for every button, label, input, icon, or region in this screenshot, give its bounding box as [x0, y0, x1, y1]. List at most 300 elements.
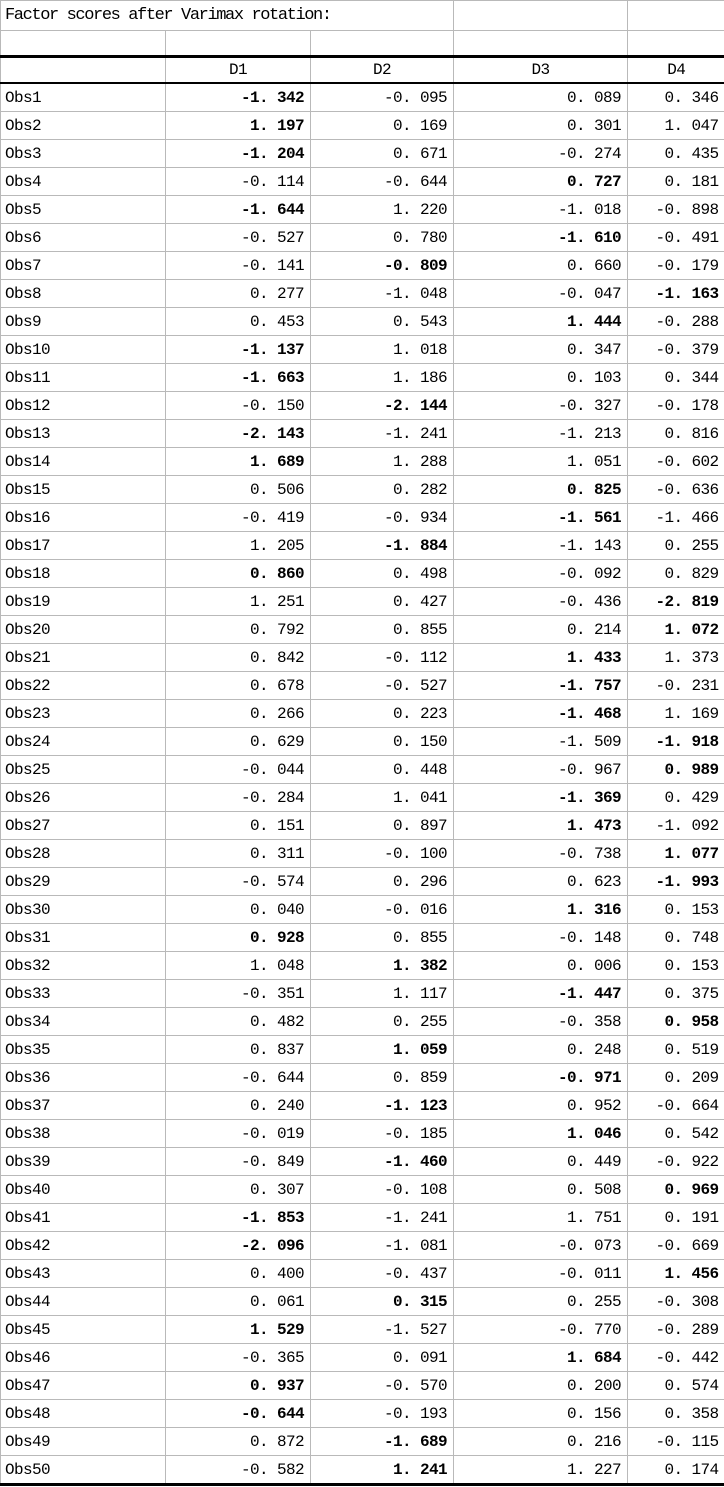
score-cell-d2[interactable]: 0. 169 [311, 112, 454, 140]
score-cell-d4[interactable]: -0. 289 [628, 1316, 724, 1344]
table-row [1, 252, 724, 280]
column-header-d1[interactable]: D1 [166, 57, 311, 84]
table-row [1, 756, 724, 784]
table-row [1, 868, 724, 896]
score-cell-d3[interactable]: 0. 156 [454, 1400, 628, 1428]
row-label[interactable]: Obs47 [1, 1372, 166, 1400]
row-label[interactable]: Obs12 [1, 392, 166, 420]
score-cell-d4[interactable]: 0. 209 [628, 1064, 724, 1092]
score-cell-d2[interactable]: -1. 048 [311, 280, 454, 308]
score-cell-d1[interactable]: 1. 529 [166, 1316, 311, 1344]
score-cell-d4[interactable]: 0. 153 [628, 952, 724, 980]
score-cell-d2[interactable]: 0. 543 [311, 308, 454, 336]
row-label[interactable]: Obs34 [1, 1008, 166, 1036]
table-row [1, 336, 724, 364]
score-cell-d4[interactable]: 0. 519 [628, 1036, 724, 1064]
score-cell-d2[interactable]: 0. 859 [311, 1064, 454, 1092]
score-cell-d4[interactable]: 0. 969 [628, 1176, 724, 1204]
score-cell-d3[interactable]: 0. 103 [454, 364, 628, 392]
row-label[interactable]: Obs31 [1, 924, 166, 952]
empty-cell[interactable] [1, 31, 166, 57]
score-cell-d1[interactable]: -1. 342 [166, 83, 311, 112]
score-cell-d2[interactable]: -0. 095 [311, 83, 454, 112]
score-cell-d3[interactable]: -0. 274 [454, 140, 628, 168]
score-cell-d1[interactable]: -0. 365 [166, 1344, 311, 1372]
score-cell-d1[interactable]: 1. 205 [166, 532, 311, 560]
score-cell-d1[interactable]: -1. 644 [166, 196, 311, 224]
row-label[interactable]: Obs30 [1, 896, 166, 924]
score-cell-d4[interactable]: 0. 375 [628, 980, 724, 1008]
score-cell-d1[interactable]: 1. 251 [166, 588, 311, 616]
score-cell-d4[interactable]: 0. 191 [628, 1204, 724, 1232]
score-cell-d4[interactable]: -1. 993 [628, 868, 724, 896]
score-cell-d4[interactable]: -0. 636 [628, 476, 724, 504]
score-cell-d4[interactable]: 0. 181 [628, 168, 724, 196]
score-cell-d1[interactable]: -0. 141 [166, 252, 311, 280]
score-cell-d2[interactable]: 1. 288 [311, 448, 454, 476]
score-cell-d2[interactable]: 1. 059 [311, 1036, 454, 1064]
score-cell-d3[interactable]: 0. 952 [454, 1092, 628, 1120]
score-cell-d2[interactable]: 0. 091 [311, 1344, 454, 1372]
score-cell-d4[interactable]: 0. 829 [628, 560, 724, 588]
score-cell-d1[interactable]: -0. 419 [166, 504, 311, 532]
score-cell-d1[interactable]: 0. 307 [166, 1176, 311, 1204]
score-cell-d1[interactable]: 0. 506 [166, 476, 311, 504]
score-cell-d2[interactable]: 0. 498 [311, 560, 454, 588]
row-label[interactable]: Obs5 [1, 196, 166, 224]
row-label[interactable]: Obs25 [1, 756, 166, 784]
table-row [1, 896, 724, 924]
score-cell-d1[interactable]: 0. 937 [166, 1372, 311, 1400]
score-cell-d3[interactable]: -1. 561 [454, 504, 628, 532]
score-cell-d3[interactable]: 0. 623 [454, 868, 628, 896]
score-cell-d1[interactable]: -0. 019 [166, 1120, 311, 1148]
row-label[interactable]: Obs41 [1, 1204, 166, 1232]
score-cell-d3[interactable]: 0. 347 [454, 336, 628, 364]
table-row [1, 1148, 724, 1176]
row-label[interactable]: Obs24 [1, 728, 166, 756]
score-cell-d1[interactable]: 0. 040 [166, 896, 311, 924]
row-label[interactable]: Obs33 [1, 980, 166, 1008]
score-cell-d3[interactable]: 0. 660 [454, 252, 628, 280]
score-cell-d1[interactable]: -0. 044 [166, 756, 311, 784]
score-cell-d2[interactable]: 0. 282 [311, 476, 454, 504]
table-row [1, 1176, 724, 1204]
table-row [1, 1092, 724, 1120]
score-cell-d2[interactable]: 1. 041 [311, 784, 454, 812]
score-cell-d1[interactable]: -1. 853 [166, 1204, 311, 1232]
score-cell-d1[interactable]: 0. 792 [166, 616, 311, 644]
score-cell-d4[interactable]: -0. 288 [628, 308, 724, 336]
score-cell-d4[interactable]: 0. 574 [628, 1372, 724, 1400]
score-cell-d3[interactable]: 1. 751 [454, 1204, 628, 1232]
row-label[interactable]: Obs10 [1, 336, 166, 364]
score-cell-d2[interactable]: 0. 150 [311, 728, 454, 756]
score-cell-d3[interactable]: -0. 738 [454, 840, 628, 868]
score-cell-d3[interactable]: 1. 684 [454, 1344, 628, 1372]
row-label[interactable]: Obs43 [1, 1260, 166, 1288]
score-cell-d3[interactable]: 0. 006 [454, 952, 628, 980]
score-cell-d3[interactable]: 1. 227 [454, 1456, 628, 1485]
row-label[interactable]: Obs23 [1, 700, 166, 728]
score-cell-d3[interactable]: -1. 143 [454, 532, 628, 560]
score-cell-d3[interactable]: 0. 301 [454, 112, 628, 140]
score-cell-d1[interactable]: 0. 277 [166, 280, 311, 308]
row-label[interactable]: Obs29 [1, 868, 166, 896]
score-cell-d2[interactable]: -0. 185 [311, 1120, 454, 1148]
table-row [1, 308, 724, 336]
empty-cell[interactable] [454, 31, 628, 57]
row-label[interactable]: Obs28 [1, 840, 166, 868]
score-cell-d4[interactable]: 1. 077 [628, 840, 724, 868]
score-cell-d4[interactable]: -0. 898 [628, 196, 724, 224]
score-cell-d1[interactable]: -1. 663 [166, 364, 311, 392]
table-row [1, 1260, 724, 1288]
score-cell-d1[interactable]: -0. 849 [166, 1148, 311, 1176]
row-label[interactable]: Obs15 [1, 476, 166, 504]
table-row [1, 1316, 724, 1344]
score-cell-d2[interactable]: 0. 897 [311, 812, 454, 840]
row-label[interactable]: Obs32 [1, 952, 166, 980]
empty-cell[interactable] [454, 1, 628, 31]
score-cell-d2[interactable]: -0. 100 [311, 840, 454, 868]
score-cell-d4[interactable]: -1. 466 [628, 504, 724, 532]
table-row [1, 980, 724, 1008]
row-label[interactable]: Obs13 [1, 420, 166, 448]
row-label[interactable]: Obs48 [1, 1400, 166, 1428]
table-row [1, 784, 724, 812]
table-row [1, 644, 724, 672]
score-cell-d1[interactable]: 1. 048 [166, 952, 311, 980]
score-cell-d3[interactable]: 1. 051 [454, 448, 628, 476]
score-cell-d2[interactable]: 1. 018 [311, 336, 454, 364]
score-cell-d1[interactable]: 0. 400 [166, 1260, 311, 1288]
spacer-row [1, 31, 724, 57]
table-title[interactable]: Factor scores after Varimax rotation: [1, 1, 454, 31]
score-cell-d4[interactable]: 0. 989 [628, 756, 724, 784]
score-cell-d4[interactable]: 0. 542 [628, 1120, 724, 1148]
empty-cell[interactable] [628, 1, 724, 31]
score-cell-d3[interactable]: -0. 770 [454, 1316, 628, 1344]
table-row [1, 1120, 724, 1148]
score-cell-d1[interactable]: 0. 240 [166, 1092, 311, 1120]
row-label[interactable]: Obs4 [1, 168, 166, 196]
score-cell-d2[interactable]: 1. 117 [311, 980, 454, 1008]
score-cell-d4[interactable]: -0. 178 [628, 392, 724, 420]
score-cell-d4[interactable]: -0. 308 [628, 1288, 724, 1316]
score-cell-d4[interactable]: -1. 092 [628, 812, 724, 840]
score-cell-d1[interactable]: 0. 872 [166, 1428, 311, 1456]
score-cell-d3[interactable]: -0. 047 [454, 280, 628, 308]
score-cell-d3[interactable]: 0. 089 [454, 83, 628, 112]
score-cell-d3[interactable]: -0. 436 [454, 588, 628, 616]
score-cell-d4[interactable]: 0. 344 [628, 364, 724, 392]
row-label[interactable]: Obs38 [1, 1120, 166, 1148]
score-cell-d2[interactable]: -1. 460 [311, 1148, 454, 1176]
score-cell-d4[interactable]: -1. 163 [628, 280, 724, 308]
score-cell-d4[interactable]: -0. 491 [628, 224, 724, 252]
score-cell-d4[interactable]: 0. 748 [628, 924, 724, 952]
corner-header-cell[interactable] [1, 57, 166, 84]
score-cell-d3[interactable]: -0. 011 [454, 1260, 628, 1288]
row-label[interactable]: Obs27 [1, 812, 166, 840]
row-label[interactable]: Obs35 [1, 1036, 166, 1064]
table-row [1, 392, 724, 420]
score-cell-d3[interactable]: 0. 825 [454, 476, 628, 504]
score-cell-d2[interactable]: -0. 527 [311, 672, 454, 700]
row-label[interactable]: Obs11 [1, 364, 166, 392]
score-cell-d1[interactable]: -0. 644 [166, 1400, 311, 1428]
score-cell-d3[interactable]: -0. 327 [454, 392, 628, 420]
score-cell-d2[interactable]: 0. 315 [311, 1288, 454, 1316]
score-cell-d3[interactable]: 0. 508 [454, 1176, 628, 1204]
table-row [1, 1064, 724, 1092]
row-label[interactable]: Obs39 [1, 1148, 166, 1176]
score-cell-d4[interactable]: -0. 602 [628, 448, 724, 476]
row-label[interactable]: Obs50 [1, 1456, 166, 1485]
row-label[interactable]: Obs21 [1, 644, 166, 672]
row-label[interactable]: Obs22 [1, 672, 166, 700]
score-cell-d3[interactable]: -1. 213 [454, 420, 628, 448]
score-cell-d2[interactable]: 0. 855 [311, 924, 454, 952]
row-label[interactable]: Obs37 [1, 1092, 166, 1120]
empty-cell[interactable] [311, 31, 454, 57]
row-label[interactable]: Obs18 [1, 560, 166, 588]
table-row [1, 812, 724, 840]
score-cell-d3[interactable]: -0. 092 [454, 560, 628, 588]
score-cell-d3[interactable]: 1. 473 [454, 812, 628, 840]
score-cell-d1[interactable]: 0. 678 [166, 672, 311, 700]
score-cell-d4[interactable]: -0. 669 [628, 1232, 724, 1260]
score-cell-d2[interactable]: 0. 671 [311, 140, 454, 168]
score-cell-d1[interactable]: -0. 527 [166, 224, 311, 252]
score-cell-d1[interactable]: 0. 928 [166, 924, 311, 952]
row-label[interactable]: Obs45 [1, 1316, 166, 1344]
score-cell-d3[interactable]: -1. 369 [454, 784, 628, 812]
score-cell-d4[interactable]: 0. 153 [628, 896, 724, 924]
score-cell-d3[interactable]: -0. 148 [454, 924, 628, 952]
row-label[interactable]: Obs40 [1, 1176, 166, 1204]
row-label[interactable]: Obs44 [1, 1288, 166, 1316]
score-cell-d1[interactable]: 0. 151 [166, 812, 311, 840]
score-cell-d4[interactable]: -0. 115 [628, 1428, 724, 1456]
row-label[interactable]: Obs17 [1, 532, 166, 560]
score-cell-d4[interactable]: 1. 169 [628, 700, 724, 728]
score-cell-d1[interactable]: -2. 143 [166, 420, 311, 448]
score-cell-d3[interactable]: -1. 610 [454, 224, 628, 252]
row-label[interactable]: Obs8 [1, 280, 166, 308]
score-cell-d3[interactable]: 1. 444 [454, 308, 628, 336]
score-cell-d1[interactable]: 0. 482 [166, 1008, 311, 1036]
score-cell-d4[interactable]: -0. 442 [628, 1344, 724, 1372]
score-cell-d1[interactable]: -0. 150 [166, 392, 311, 420]
table-row [1, 504, 724, 532]
score-cell-d1[interactable]: 0. 311 [166, 840, 311, 868]
title-row [1, 1, 724, 31]
score-cell-d3[interactable]: 1. 046 [454, 1120, 628, 1148]
score-cell-d2[interactable]: 1. 186 [311, 364, 454, 392]
row-label[interactable]: Obs16 [1, 504, 166, 532]
score-cell-d3[interactable]: -0. 073 [454, 1232, 628, 1260]
score-cell-d2[interactable]: 0. 255 [311, 1008, 454, 1036]
row-label[interactable]: Obs9 [1, 308, 166, 336]
row-label[interactable]: Obs42 [1, 1232, 166, 1260]
score-cell-d1[interactable]: 0. 629 [166, 728, 311, 756]
score-cell-d3[interactable]: 1. 316 [454, 896, 628, 924]
table-row [1, 840, 724, 868]
score-cell-d3[interactable]: 0. 200 [454, 1372, 628, 1400]
score-cell-d2[interactable]: 0. 223 [311, 700, 454, 728]
score-cell-d1[interactable]: -1. 204 [166, 140, 311, 168]
score-cell-d3[interactable]: -0. 358 [454, 1008, 628, 1036]
score-cell-d1[interactable]: 0. 453 [166, 308, 311, 336]
score-cell-d1[interactable]: -0. 582 [166, 1456, 311, 1485]
column-header-d3[interactable]: D3 [454, 57, 628, 84]
score-cell-d2[interactable]: -1. 527 [311, 1316, 454, 1344]
empty-cell[interactable] [166, 31, 311, 57]
score-cell-d1[interactable]: 0. 061 [166, 1288, 311, 1316]
score-cell-d4[interactable]: 0. 358 [628, 1400, 724, 1428]
score-cell-d2[interactable]: -0. 112 [311, 644, 454, 672]
score-cell-d3[interactable]: 0. 214 [454, 616, 628, 644]
table-row [1, 112, 724, 140]
score-cell-d1[interactable]: 0. 837 [166, 1036, 311, 1064]
score-cell-d3[interactable]: -1. 757 [454, 672, 628, 700]
row-label[interactable]: Obs49 [1, 1428, 166, 1456]
score-cell-d1[interactable]: -0. 114 [166, 168, 311, 196]
row-label[interactable]: Obs1 [1, 83, 166, 112]
table-row [1, 560, 724, 588]
table-row [1, 924, 724, 952]
score-cell-d3[interactable]: 0. 248 [454, 1036, 628, 1064]
score-cell-d3[interactable]: 0. 449 [454, 1148, 628, 1176]
score-cell-d2[interactable]: -0. 644 [311, 168, 454, 196]
table-row [1, 83, 724, 112]
table-row [1, 280, 724, 308]
score-cell-d1[interactable]: 0. 860 [166, 560, 311, 588]
row-label[interactable]: Obs7 [1, 252, 166, 280]
score-cell-d1[interactable]: 1. 197 [166, 112, 311, 140]
score-cell-d4[interactable]: 0. 816 [628, 420, 724, 448]
row-label[interactable]: Obs19 [1, 588, 166, 616]
score-cell-d3[interactable]: 0. 727 [454, 168, 628, 196]
score-cell-d1[interactable]: -2. 096 [166, 1232, 311, 1260]
score-cell-d3[interactable]: -0. 971 [454, 1064, 628, 1092]
row-label[interactable]: Obs6 [1, 224, 166, 252]
table-row [1, 448, 724, 476]
score-cell-d4[interactable]: 1. 047 [628, 112, 724, 140]
score-cell-d2[interactable]: 0. 855 [311, 616, 454, 644]
table-row [1, 364, 724, 392]
score-cell-d2[interactable]: 0. 296 [311, 868, 454, 896]
score-cell-d2[interactable]: -2. 144 [311, 392, 454, 420]
score-cell-d3[interactable]: -1. 447 [454, 980, 628, 1008]
score-cell-d4[interactable]: 0. 435 [628, 140, 724, 168]
empty-cell[interactable] [628, 31, 724, 57]
table-row [1, 224, 724, 252]
score-cell-d1[interactable]: -0. 644 [166, 1064, 311, 1092]
row-label[interactable]: Obs14 [1, 448, 166, 476]
score-cell-d2[interactable]: -1. 884 [311, 532, 454, 560]
score-cell-d4[interactable]: 0. 346 [628, 83, 724, 112]
score-cell-d2[interactable]: 0. 427 [311, 588, 454, 616]
row-label[interactable]: Obs46 [1, 1344, 166, 1372]
score-cell-d4[interactable]: 0. 429 [628, 784, 724, 812]
row-label[interactable]: Obs3 [1, 140, 166, 168]
score-cell-d3[interactable]: -1. 018 [454, 196, 628, 224]
score-cell-d1[interactable]: -0. 284 [166, 784, 311, 812]
score-cell-d2[interactable]: 1. 382 [311, 952, 454, 980]
row-label[interactable]: Obs2 [1, 112, 166, 140]
score-cell-d4[interactable]: -0. 379 [628, 336, 724, 364]
score-cell-d2[interactable]: 0. 448 [311, 756, 454, 784]
score-cell-d2[interactable]: -1. 123 [311, 1092, 454, 1120]
score-cell-d1[interactable]: -0. 574 [166, 868, 311, 896]
score-cell-d4[interactable]: 0. 958 [628, 1008, 724, 1036]
row-label[interactable]: Obs20 [1, 616, 166, 644]
score-cell-d2[interactable]: -1. 081 [311, 1232, 454, 1260]
score-cell-d2[interactable]: -1. 241 [311, 1204, 454, 1232]
table-row [1, 700, 724, 728]
score-cell-d2[interactable]: -1. 689 [311, 1428, 454, 1456]
score-cell-d4[interactable]: -1. 918 [628, 728, 724, 756]
row-label[interactable]: Obs36 [1, 1064, 166, 1092]
score-cell-d2[interactable]: -1. 241 [311, 420, 454, 448]
score-cell-d4[interactable]: -0. 231 [628, 672, 724, 700]
score-cell-d2[interactable]: -0. 193 [311, 1400, 454, 1428]
score-cell-d2[interactable]: -0. 437 [311, 1260, 454, 1288]
table-row [1, 196, 724, 224]
score-cell-d3[interactable]: 0. 216 [454, 1428, 628, 1456]
score-cell-d4[interactable]: -0. 922 [628, 1148, 724, 1176]
score-cell-d4[interactable]: 1. 456 [628, 1260, 724, 1288]
score-cell-d1[interactable]: -1. 137 [166, 336, 311, 364]
score-cell-d3[interactable]: 0. 255 [454, 1288, 628, 1316]
column-header-d2[interactable]: D2 [311, 57, 454, 84]
score-cell-d4[interactable]: -0. 664 [628, 1092, 724, 1120]
score-cell-d2[interactable]: -0. 570 [311, 1372, 454, 1400]
score-cell-d2[interactable]: -0. 108 [311, 1176, 454, 1204]
score-cell-d2[interactable]: -0. 934 [311, 504, 454, 532]
column-header-d4[interactable]: D4 [628, 57, 724, 84]
score-cell-d2[interactable]: 1. 220 [311, 196, 454, 224]
table-row [1, 588, 724, 616]
table-row [1, 476, 724, 504]
score-cell-d4[interactable]: 1. 373 [628, 644, 724, 672]
score-cell-d4[interactable]: 0. 255 [628, 532, 724, 560]
table-row [1, 1288, 724, 1316]
score-cell-d4[interactable]: -2. 819 [628, 588, 724, 616]
score-cell-d2[interactable]: 0. 780 [311, 224, 454, 252]
score-cell-d4[interactable]: 1. 072 [628, 616, 724, 644]
score-cell-d3[interactable]: -0. 967 [454, 756, 628, 784]
score-cell-d1[interactable]: 0. 842 [166, 644, 311, 672]
score-cell-d2[interactable]: -0. 016 [311, 896, 454, 924]
score-cell-d1[interactable]: 1. 689 [166, 448, 311, 476]
score-cell-d4[interactable]: -0. 179 [628, 252, 724, 280]
score-cell-d4[interactable]: 0. 174 [628, 1456, 724, 1485]
score-cell-d1[interactable]: 0. 266 [166, 700, 311, 728]
table-row [1, 1204, 724, 1232]
header-row [1, 57, 724, 84]
score-cell-d2[interactable]: -0. 809 [311, 252, 454, 280]
score-cell-d3[interactable]: 1. 433 [454, 644, 628, 672]
score-cell-d1[interactable]: -0. 351 [166, 980, 311, 1008]
row-label[interactable]: Obs26 [1, 784, 166, 812]
score-cell-d2[interactable]: 1. 241 [311, 1456, 454, 1485]
score-cell-d3[interactable]: -1. 509 [454, 728, 628, 756]
score-cell-d3[interactable]: -1. 468 [454, 700, 628, 728]
